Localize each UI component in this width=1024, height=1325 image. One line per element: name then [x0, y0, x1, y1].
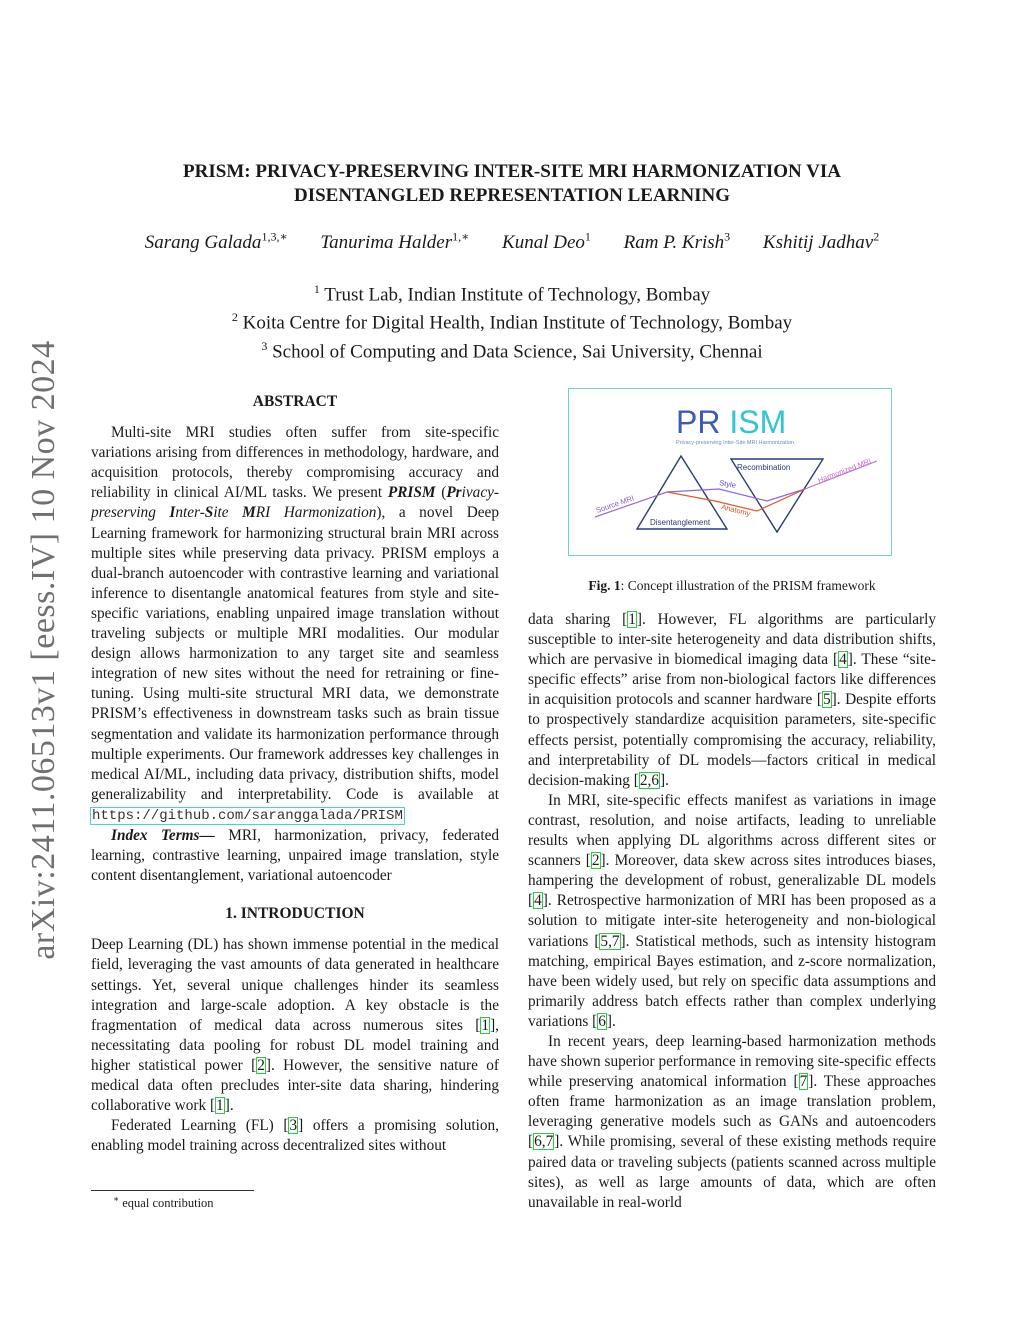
anatomy-label: Anatomy: [720, 502, 752, 519]
prism-logo-subtitle: Privacy-preserving Inter-Site MRI Harmonization: [676, 440, 794, 446]
affiliation: $^3$ School of Computing and Data Science, Sai University, Chennai: [261, 338, 763, 362]
title-line-1: PRISM: PRIVACY-PRESERVING INTER-SITE MRI HARMONIZATION VIA: [183, 161, 841, 182]
disentanglement-label: Disentanglement: [650, 518, 711, 527]
figure-1-illustration: [568, 388, 892, 556]
citation-link[interactable]: 2: [591, 852, 600, 870]
citation-link[interactable]: 1: [216, 1097, 224, 1115]
left-column: [91, 392, 499, 1156]
author: Kshitij Jadhav$^2$: [762, 230, 880, 254]
abstract-text: Multi-site MRI studies often suffer from site-specific variations arising from differences in methodology, hardware, and acquisition protocols, thereby compromising accuracy and reliability in clinical AI/ML tasks. We present PRISM (Privacy-preserving Inter-Site MRI Harmonization), a novel Deep Learning framework for harmonizing structural brain MRI across multiple sites while preserving data privacy. PRISM employs a dual-branch autoencoder with contrastive learning and variational inference to disentangle anatomical features from style and site-specific variations, enabling unpaired image translation without traveling subjects or multiple MRI modalities. Our modular design allows harmonization to any target site and seamless integration of new sites without the need for retraining or fine-tuning. Using multi-site structural MRI data, we demonstrate PRISM’s effectiveness in downstream tasks such as brain tissue segmentation and validate its harmonization performance through multiple experiments. Our framework addresses key challenges in medical AI/ML, including data privacy, distribution shifts, model generalizability and interpretability. Code is available at https://github.com/saranggalada/PRISM: [91, 424, 499, 824]
intro-paragraph-1: Deep Learning (DL) has shown immense potential in the medical field, leveraging the vast amounts of data generated in healthcare settings. Yet, several unique challenges hinder its seamless integration and large-scale adoption. A key obstacle is the fragmentation of medical data across numerous sites [1], necessitating data pooling for robust DL model training and higher statistical power [2]. However, the sensitive nature of medical data often precludes inter-site data sharing, hindering collaborative work [1].: [91, 936, 500, 1115]
footnote-divider: [91, 1190, 254, 1191]
style-path: [667, 489, 805, 501]
affiliation-list: [100, 278, 924, 363]
arxiv-id-text: arXiv:2411.06513v1 [eess.IV] 10 Nov 2024: [25, 340, 62, 960]
abstract-heading: ABSTRACT: [252, 393, 338, 410]
author: Kunal Deo$^1$: [502, 230, 591, 254]
affiliation: $^1$ Trust Lab, Indian Institute of Technology, Bombay: [313, 282, 711, 306]
introduction-heading: 1. INTRODUCTION: [225, 905, 365, 923]
recombination-label: Recombination: [737, 463, 791, 472]
author-list: [90, 230, 934, 254]
citation-link[interactable]: 2: [257, 1056, 265, 1074]
title-line-2: DISENTANGLED REPRESENTATION LEARNING: [293, 185, 731, 206]
code-repository-link[interactable]: https://github.com/saranggalada/PRISM: [92, 807, 403, 824]
citation-link[interactable]: 6,7: [534, 1133, 554, 1151]
harmonized-mri-label: Harmonized MRI: [816, 456, 873, 485]
paper-title: [100, 160, 924, 208]
affiliation: $^2$ Koita Centre for Digital Health, Indian Institute of Technology, Bombay: [231, 310, 793, 334]
right-paragraph-3: In recent years, deep learning-based harmonization methods have shown superior performance in removing site-specific effects while preserving anatomical information [7]. These approaches often frame harmonization as an image translation problem, leveraging generative models such as GANs and autoencoders [6,7]. While promising, several of these existing methods require paired data or traveling subjects (patients scanned across multiple sites), as well as large amounts of data, which are often unavailable in real-world: [528, 1032, 936, 1211]
citation-link[interactable]: 2,6: [639, 771, 660, 789]
index-terms-label: Index Terms—: [111, 826, 215, 844]
author: Tanurima Halder$^{1,∗}$: [320, 230, 470, 254]
right-paragraph-2: In MRI, site-specific effects manifest as variations in image contrast, resolution, and noise artifacts, leading to unreliable results when applying DL algorithms across different sites or scanners [2]. Moreover, data skew across sites introduces biases, hampering the development of robust, generalizable DL models [4]. Retrospective harmonization of MRI has been proposed as a solution to mitigate inter-site heterogeneity and non-biological variations [5,7]. Statistical methods, such as intensity histogram matching, empirical Bayes estimation, and z-score normalization, have been widely used, but rely on specific data assumptions and primarily address batch effects rather than complex underlying variations [6].: [528, 791, 936, 1030]
citation-link[interactable]: 1: [481, 1016, 490, 1034]
figure-1-caption: Fig. 1: Concept illustration of the PRISM framework: [588, 578, 876, 593]
citation-link[interactable]: 6: [598, 1012, 606, 1030]
citation-link[interactable]: 3: [289, 1117, 298, 1135]
citation-link[interactable]: 7: [799, 1073, 808, 1091]
index-terms: Index Terms— MRI, harmonization, privacy, federated learning, contrastive learning, unpaired image translation, style content disentanglement, variational autoencoder: [91, 826, 500, 885]
prism-concept-diagram: [569, 389, 893, 557]
right-paragraph-1: data sharing [1]. However, FL algorithms are particularly susceptible to inter-site heterogeneity and data distribution shifts, which are pervasive in biomedical imaging data [4]. These “site-specific effects” arise from non-biological factors like differences in acquisition protocols and scanner hardware [5]. Despite efforts to prospectively standardize acquisition parameters, site-specific effects persist, potentially compromising the accuracy, reliability, and interpretability of DL models—factors critical in medical decision-making [2,6].: [528, 611, 936, 789]
footnote: ∗ equal contribution: [113, 1194, 214, 1211]
right-column: [528, 610, 936, 1213]
source-mri-label: Source MRI: [594, 493, 636, 515]
author: Ram P. Krish$^3$: [623, 230, 731, 254]
citation-link[interactable]: 5,7: [600, 932, 620, 950]
intro-paragraph-2: Federated Learning (FL) [3] offers a promising solution, enabling model training across decentralized sites without: [91, 1117, 499, 1155]
arxiv-identifier: [18, 340, 70, 960]
citation-link[interactable]: 4: [839, 651, 847, 669]
citation-link[interactable]: 4: [534, 892, 542, 910]
author: Sarang Galada$^{1,3,∗}$: [144, 230, 288, 254]
style-label: Style: [718, 478, 737, 490]
citation-link[interactable]: 1: [628, 611, 636, 628]
prism-logo: PR ISM: [676, 404, 787, 440]
citation-link[interactable]: 5: [822, 691, 831, 709]
